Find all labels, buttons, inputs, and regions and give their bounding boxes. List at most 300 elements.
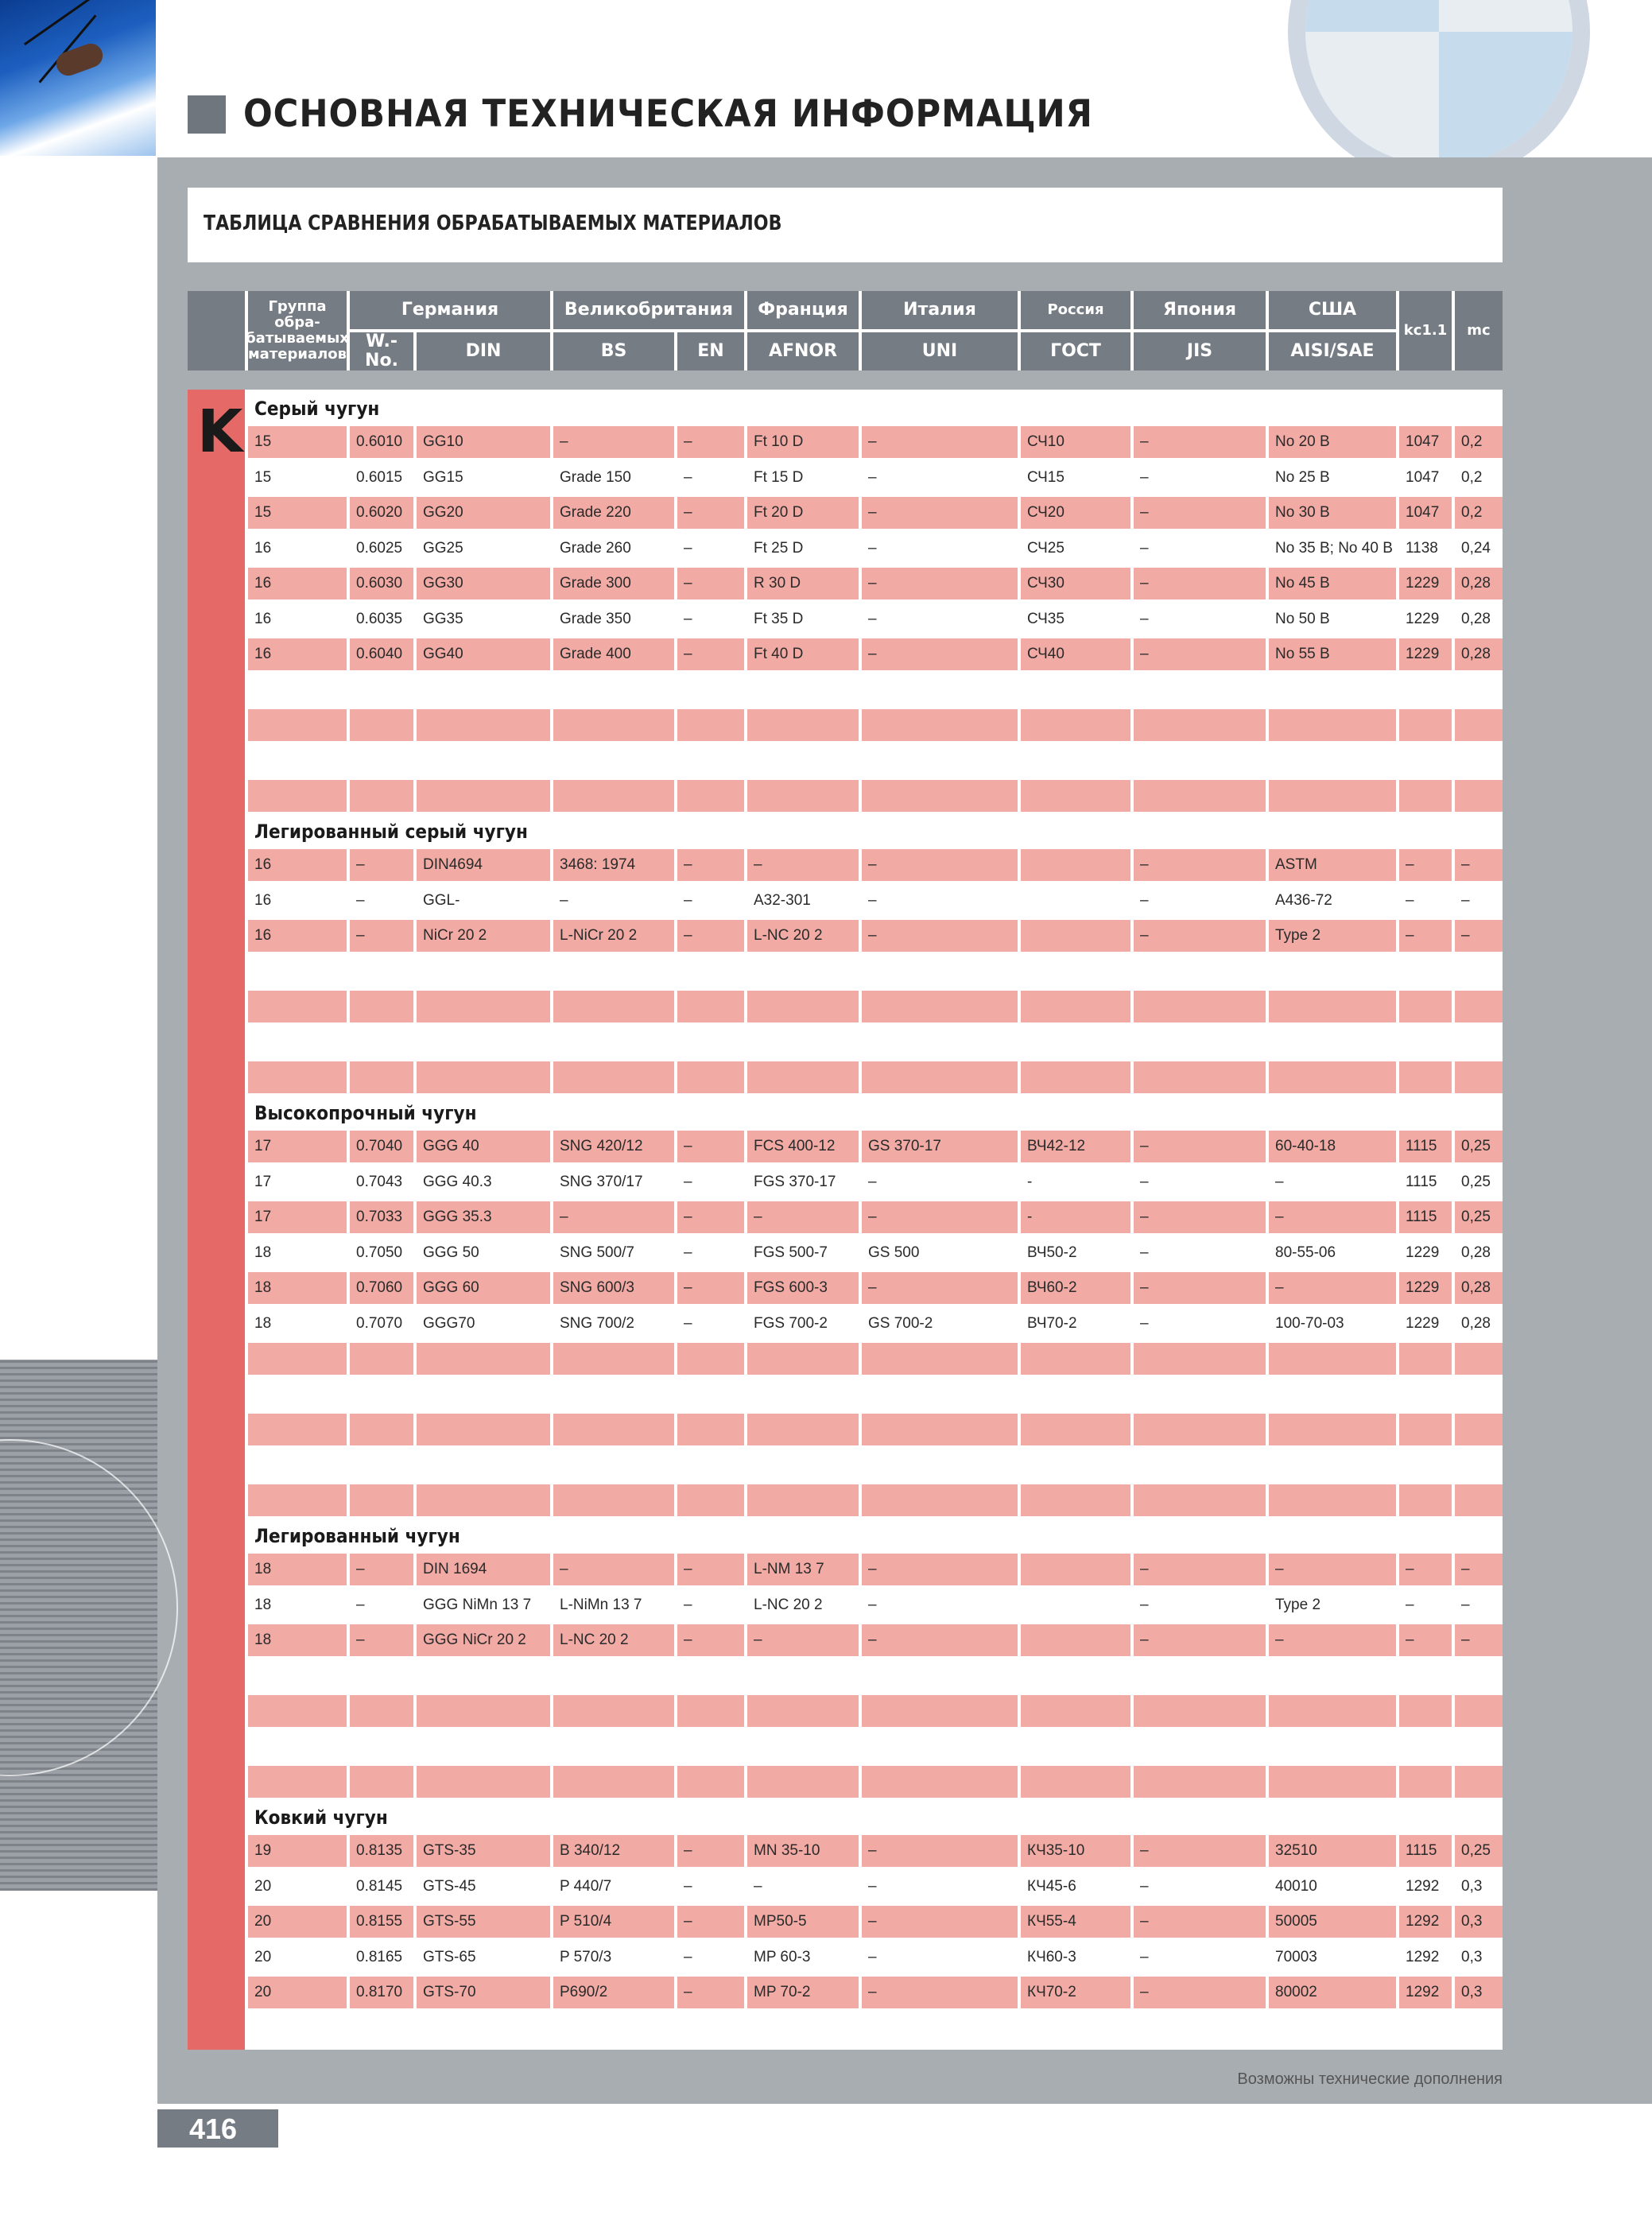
cell-wno: 0.6020 — [350, 497, 413, 529]
cell-gost — [1021, 1766, 1130, 1798]
cell-kc: 1229 — [1399, 568, 1452, 599]
cell-afnor — [747, 1449, 859, 1481]
cell-en — [677, 991, 744, 1022]
cell-bs: SNG 600/3 — [553, 1272, 674, 1304]
cell-din: DIN4694 — [417, 849, 550, 881]
cell-kc: – — [1399, 1554, 1452, 1585]
cell-group — [248, 1026, 347, 1058]
cell-afnor: – — [747, 1201, 859, 1233]
cell-wno: – — [350, 1624, 413, 1656]
cell-en: – — [684, 1314, 692, 1332]
cell-gost — [1021, 1554, 1130, 1585]
cell-gost: СЧ25 — [1027, 539, 1064, 557]
table-row — [248, 849, 1503, 881]
cell-bs: L-NiCr 20 2 — [553, 920, 674, 952]
cell-gost — [1021, 1589, 1130, 1621]
cell-kc — [1399, 1484, 1452, 1516]
table-row — [248, 1977, 1503, 2008]
header-jis: JIS — [1134, 332, 1266, 371]
cell-kc: 1047 — [1399, 497, 1452, 529]
cell-en: – — [677, 568, 744, 599]
cell-afnor: FGS 600-3 — [747, 1272, 859, 1304]
cell-bs: 3468: 1974 — [553, 849, 674, 881]
cell-jis: – — [1134, 1835, 1266, 1867]
cell-jis — [1134, 745, 1266, 777]
cell-gost — [1021, 956, 1130, 987]
cell-uni: – — [862, 1624, 1018, 1656]
cell-afnor — [747, 1731, 859, 1763]
cell-en: – — [677, 1554, 744, 1585]
cell-mc — [1455, 780, 1503, 812]
cell-uni: – — [862, 1201, 1018, 1233]
cell-jis — [1134, 1731, 1266, 1763]
cell-din: GGL- — [423, 891, 460, 909]
cell-kc: 1229 — [1406, 610, 1440, 627]
cell-bs: L-NC 20 2 — [553, 1624, 674, 1656]
cell-afnor — [747, 1695, 859, 1727]
cell-afnor: A32-301 — [754, 891, 811, 909]
cell-gost: КЧ45-6 — [1027, 1877, 1076, 1895]
cell-en: – — [684, 1596, 692, 1613]
cell-din: GTS-70 — [417, 1977, 550, 2008]
cell-mc — [1455, 1343, 1503, 1375]
cell-wno: 0.6025 — [356, 539, 403, 557]
cell-jis: – — [1140, 1877, 1149, 1895]
cell-afnor: – — [747, 1624, 859, 1656]
cell-kc — [1399, 709, 1452, 741]
cell-wno — [350, 745, 413, 777]
cell-gost: СЧ30 — [1021, 568, 1130, 599]
cell-afnor: FGS 700-2 — [754, 1314, 828, 1332]
cell-afnor — [747, 956, 859, 987]
cell-mc — [1455, 1061, 1503, 1093]
cell-group — [248, 1061, 347, 1093]
cell-kc: 1292 — [1399, 1906, 1452, 1938]
cell-afnor: FGS 500-7 — [754, 1244, 828, 1261]
cell-din — [417, 1484, 550, 1516]
cell-mc: 0,2 — [1461, 468, 1483, 486]
cell-gost — [1021, 1414, 1130, 1445]
logo-quadrant — [1305, 0, 1439, 32]
cell-bs — [553, 1695, 674, 1727]
cell-en: – — [677, 1835, 744, 1867]
cell-en — [677, 1343, 744, 1375]
cell-aisi: No 55 B — [1269, 638, 1396, 670]
cell-afnor: MP50-5 — [747, 1906, 859, 1938]
cell-din — [417, 1026, 550, 1058]
cell-jis — [1134, 709, 1266, 741]
empty-table-row — [248, 1660, 1503, 1692]
cell-uni: – — [862, 920, 1018, 952]
cell-din: GGG 60 — [417, 1272, 550, 1304]
table-row — [248, 638, 1503, 670]
cell-kc — [1399, 1343, 1452, 1375]
cell-gost — [1021, 1660, 1130, 1692]
cell-mc — [1455, 1695, 1503, 1727]
cell-wno — [350, 1449, 413, 1481]
cell-aisi — [1269, 780, 1396, 812]
cell-group — [248, 745, 347, 777]
cell-group — [248, 1414, 347, 1445]
cell-gost — [1021, 849, 1130, 881]
cell-group — [248, 1343, 347, 1375]
cell-kc: 1115 — [1399, 1131, 1452, 1162]
cell-wno — [350, 1484, 413, 1516]
cell-kc: – — [1406, 1596, 1414, 1613]
cell-kc — [1399, 956, 1452, 987]
cell-uni — [862, 1343, 1018, 1375]
cell-wno: 0.7050 — [356, 1244, 403, 1261]
table-row — [248, 1308, 1503, 1340]
cell-kc: 1115 — [1399, 1201, 1452, 1233]
cell-kc — [1399, 1061, 1452, 1093]
cell-aisi: No 30 B — [1269, 497, 1396, 529]
cell-din — [417, 745, 550, 777]
cell-en — [677, 1484, 744, 1516]
cell-din: GG25 — [423, 539, 463, 557]
cell-en: – — [677, 426, 744, 458]
header-usa: США — [1269, 291, 1396, 329]
cell-afnor — [747, 674, 859, 706]
cell-jis: – — [1134, 920, 1266, 952]
cell-gost: СЧ40 — [1021, 638, 1130, 670]
cell-uni — [862, 1731, 1018, 1763]
cell-afnor — [747, 1061, 859, 1093]
cell-wno: 0.6015 — [356, 468, 403, 486]
cell-afnor — [747, 1414, 859, 1445]
cell-afnor: Ft 20 D — [747, 497, 859, 529]
empty-table-row — [248, 1379, 1503, 1410]
cell-uni: – — [868, 539, 877, 557]
cell-aisi — [1269, 1766, 1396, 1798]
cell-wno: 0.7043 — [356, 1173, 403, 1190]
cell-aisi — [1269, 1695, 1396, 1727]
cell-afnor — [747, 1026, 859, 1058]
cell-mc: – — [1455, 1554, 1503, 1585]
cell-kc: – — [1399, 920, 1452, 952]
cell-group — [248, 1484, 347, 1516]
cell-en: – — [684, 1244, 692, 1261]
cell-uni — [862, 1695, 1018, 1727]
header-afnor: AFNOR — [747, 332, 859, 371]
cell-wno — [350, 956, 413, 987]
cell-mc: 0,28 — [1461, 610, 1491, 627]
cell-jis — [1134, 1061, 1266, 1093]
header-france: Франция — [747, 291, 859, 329]
cell-wno: 0.8135 — [350, 1835, 413, 1867]
cell-group — [248, 1731, 347, 1763]
table-row — [248, 603, 1503, 635]
cell-mc: – — [1455, 920, 1503, 952]
cell-jis: – — [1134, 1554, 1266, 1585]
cell-uni: – — [862, 1554, 1018, 1585]
header-italy: Италия — [862, 291, 1018, 329]
header-din: DIN — [417, 332, 550, 371]
cell-uni — [862, 780, 1018, 812]
cell-en: – — [677, 638, 744, 670]
cell-wno: 0.8165 — [356, 1948, 403, 1965]
cell-din — [417, 1061, 550, 1093]
cell-bs — [553, 745, 674, 777]
cell-bs — [553, 1766, 674, 1798]
cell-wno: 0.6040 — [350, 638, 413, 670]
cell-afnor: FGS 370-17 — [754, 1173, 836, 1190]
cell-kc: 1292 — [1406, 1877, 1440, 1895]
surfer-figure — [53, 41, 107, 80]
cell-mc: 0,28 — [1455, 638, 1503, 670]
cell-din: GGG 50 — [423, 1244, 479, 1261]
cell-kc — [1399, 674, 1452, 706]
cell-uni: – — [868, 1877, 877, 1895]
cell-uni — [862, 745, 1018, 777]
cell-group: 17 — [248, 1131, 347, 1162]
cell-kc: 1047 — [1399, 426, 1452, 458]
cell-jis: – — [1140, 1948, 1149, 1965]
cell-jis: – — [1134, 1201, 1266, 1233]
cell-jis — [1134, 1379, 1266, 1410]
cell-wno: 0.7033 — [350, 1201, 413, 1233]
cell-aisi: A436-72 — [1275, 891, 1332, 909]
cell-din: GG15 — [423, 468, 463, 486]
cell-din — [417, 780, 550, 812]
cell-uni: – — [868, 610, 877, 627]
cell-en — [677, 745, 744, 777]
header-japan: Япония — [1134, 291, 1266, 329]
cell-kc: 1047 — [1406, 468, 1440, 486]
cell-wno: – — [350, 920, 413, 952]
decorative-arc — [0, 1439, 178, 1776]
cell-jis: – — [1134, 497, 1266, 529]
cell-aisi: 80002 — [1269, 1977, 1396, 2008]
cell-bs: P 570/3 — [560, 1948, 612, 1965]
cell-uni: – — [868, 468, 877, 486]
cell-aisi: 60-40-18 — [1269, 1131, 1396, 1162]
cell-group — [248, 956, 347, 987]
header-mc: mc — [1455, 291, 1503, 371]
cell-en — [677, 709, 744, 741]
cell-jis: – — [1140, 1244, 1149, 1261]
cell-afnor — [747, 991, 859, 1022]
cell-kc: 1229 — [1399, 1272, 1452, 1304]
cell-afnor: Ft 25 D — [754, 539, 804, 557]
table-row — [248, 1201, 1503, 1233]
cell-din: GTS-55 — [417, 1906, 550, 1938]
cell-kc — [1399, 1695, 1452, 1727]
cell-bs — [553, 1061, 674, 1093]
cell-en — [677, 1026, 744, 1058]
cell-group — [248, 709, 347, 741]
cell-mc: – — [1455, 1624, 1503, 1656]
cell-aisi — [1269, 1026, 1396, 1058]
cell-en: – — [684, 1877, 692, 1895]
cell-bs: Grade 400 — [553, 638, 674, 670]
cell-wno — [350, 1766, 413, 1798]
cell-aisi — [1269, 1061, 1396, 1093]
page-number: 416 — [189, 2113, 238, 2145]
section-title: Легированный серый чугун — [254, 821, 528, 843]
cell-afnor: MP 70-2 — [747, 1977, 859, 2008]
cell-din: GG35 — [423, 610, 463, 627]
cell-bs — [553, 1731, 674, 1763]
cell-afnor: Ft 40 D — [747, 638, 859, 670]
footer-note: Возможны технические дополнения — [1237, 2070, 1503, 2088]
header-bs: BS — [553, 332, 674, 371]
cell-bs: SNG 370/17 — [560, 1173, 643, 1190]
cell-kc: – — [1399, 849, 1452, 881]
subtitle-box — [188, 188, 1503, 262]
cell-din: GGG70 — [423, 1314, 475, 1332]
cell-group: 18 — [254, 1314, 272, 1332]
cell-bs — [553, 1343, 674, 1375]
cell-gost — [1021, 1026, 1130, 1058]
cell-jis: – — [1134, 1272, 1266, 1304]
empty-table-row — [248, 1414, 1503, 1445]
cell-uni: GS 700-2 — [868, 1314, 933, 1332]
cell-wno: 0.6010 — [350, 426, 413, 458]
cell-en — [677, 956, 744, 987]
cell-bs: Grade 300 — [553, 568, 674, 599]
cell-kc: 1138 — [1406, 539, 1438, 557]
cell-afnor — [747, 1343, 859, 1375]
table-row — [248, 1871, 1503, 1903]
empty-table-row — [248, 1766, 1503, 1798]
table-row — [248, 1272, 1503, 1304]
cell-din: GTS-35 — [417, 1835, 550, 1867]
header-aisi: AISI/SAE — [1269, 332, 1396, 371]
cell-aisi — [1269, 1414, 1396, 1445]
cell-bs — [553, 991, 674, 1022]
cell-en: – — [677, 1131, 744, 1162]
cell-gost: СЧ10 — [1021, 426, 1130, 458]
cell-aisi: 50005 — [1269, 1906, 1396, 1938]
cell-kc: 1229 — [1406, 1244, 1440, 1261]
cell-uni — [862, 709, 1018, 741]
cell-en — [677, 1061, 744, 1093]
cell-jis: – — [1134, 426, 1266, 458]
cell-kc — [1399, 1379, 1452, 1410]
cell-gost — [1021, 1695, 1130, 1727]
cell-afnor: – — [754, 1877, 762, 1895]
kite-surfer-photo — [0, 0, 156, 156]
cell-group — [248, 1660, 347, 1692]
cell-mc — [1455, 709, 1503, 741]
cell-kc: – — [1406, 891, 1414, 909]
cell-jis: – — [1134, 638, 1266, 670]
cell-bs: – — [560, 891, 568, 909]
cell-wno: – — [350, 849, 413, 881]
cell-group: 18 — [248, 1624, 347, 1656]
cell-din: GG40 — [417, 638, 550, 670]
cell-group — [248, 1379, 347, 1410]
cell-aisi — [1269, 745, 1396, 777]
cell-en: – — [677, 1624, 744, 1656]
table-body — [188, 390, 1503, 2050]
header-wno: W.-No. — [350, 332, 413, 371]
header-kc: kc1.1 — [1399, 291, 1452, 371]
cell-group: 20 — [254, 1948, 272, 1965]
cell-uni — [862, 991, 1018, 1022]
cell-jis — [1134, 1026, 1266, 1058]
cell-kc — [1399, 1026, 1452, 1058]
cell-bs: P 510/4 — [553, 1906, 674, 1938]
cell-aisi: Type 2 — [1275, 1596, 1321, 1613]
cell-gost — [1021, 1449, 1130, 1481]
cell-aisi: ASTM — [1269, 849, 1396, 881]
cell-kc — [1399, 1766, 1452, 1798]
cell-gost — [1021, 1731, 1130, 1763]
cell-en: – — [684, 1948, 692, 1965]
cell-mc: 0,2 — [1455, 426, 1503, 458]
cell-group: 18 — [248, 1272, 347, 1304]
cell-group: 15 — [248, 497, 347, 529]
cell-group: 20 — [248, 1906, 347, 1938]
table-subtitle: ТАБЛИЦА СРАВНЕНИЯ ОБРАБАТЫВАЕМЫХ МАТЕРИАЛОВ — [204, 211, 782, 235]
cell-wno — [350, 709, 413, 741]
cell-mc: 0,28 — [1461, 1244, 1491, 1261]
cell-jis — [1134, 1449, 1266, 1481]
cell-kc: 1229 — [1406, 1314, 1440, 1332]
cell-group: 18 — [248, 1554, 347, 1585]
group-letter: K — [197, 398, 243, 466]
cell-mc: 0,25 — [1455, 1835, 1503, 1867]
empty-table-row — [248, 956, 1503, 987]
cell-group — [248, 991, 347, 1022]
cell-gost — [1021, 1624, 1130, 1656]
cell-uni: – — [868, 1596, 877, 1613]
cell-uni: – — [862, 497, 1018, 529]
cell-wno: 0.8155 — [350, 1906, 413, 1938]
cell-mc: – — [1455, 849, 1503, 881]
cell-group — [248, 1766, 347, 1798]
cell-aisi — [1269, 956, 1396, 987]
cell-uni: – — [862, 426, 1018, 458]
cell-wno: 0.7060 — [350, 1272, 413, 1304]
cell-gost — [1021, 1061, 1130, 1093]
cell-uni — [862, 956, 1018, 987]
cell-gost — [1021, 674, 1130, 706]
cell-en: – — [684, 1173, 692, 1190]
cell-aisi — [1269, 1731, 1396, 1763]
cell-en — [677, 1449, 744, 1481]
cell-wno — [350, 1026, 413, 1058]
cell-group: 15 — [254, 468, 272, 486]
cell-aisi: 100-70-03 — [1275, 1314, 1344, 1332]
cell-mc — [1455, 1484, 1503, 1516]
table-row — [248, 533, 1503, 565]
cell-gost — [1021, 1484, 1130, 1516]
cell-en — [677, 1731, 744, 1763]
cell-din — [417, 956, 550, 987]
cell-group: 16 — [248, 849, 347, 881]
cell-mc — [1455, 1660, 1503, 1692]
cell-gost — [1021, 1343, 1130, 1375]
cell-mc: 0,28 — [1461, 1314, 1491, 1332]
cell-uni — [862, 674, 1018, 706]
cell-afnor — [747, 1766, 859, 1798]
cell-group — [248, 780, 347, 812]
cell-wno: – — [356, 891, 365, 909]
cell-jis: – — [1134, 568, 1266, 599]
cell-jis — [1134, 956, 1266, 987]
cell-mc — [1455, 956, 1503, 987]
table-row — [248, 462, 1503, 494]
cell-wno: 0.6035 — [356, 610, 403, 627]
cell-gost: - — [1027, 1173, 1033, 1190]
cell-din: GG20 — [417, 497, 550, 529]
cell-uni: – — [868, 1948, 877, 1965]
cell-gost: КЧ55-4 — [1021, 1906, 1130, 1938]
cell-uni: – — [868, 891, 877, 909]
